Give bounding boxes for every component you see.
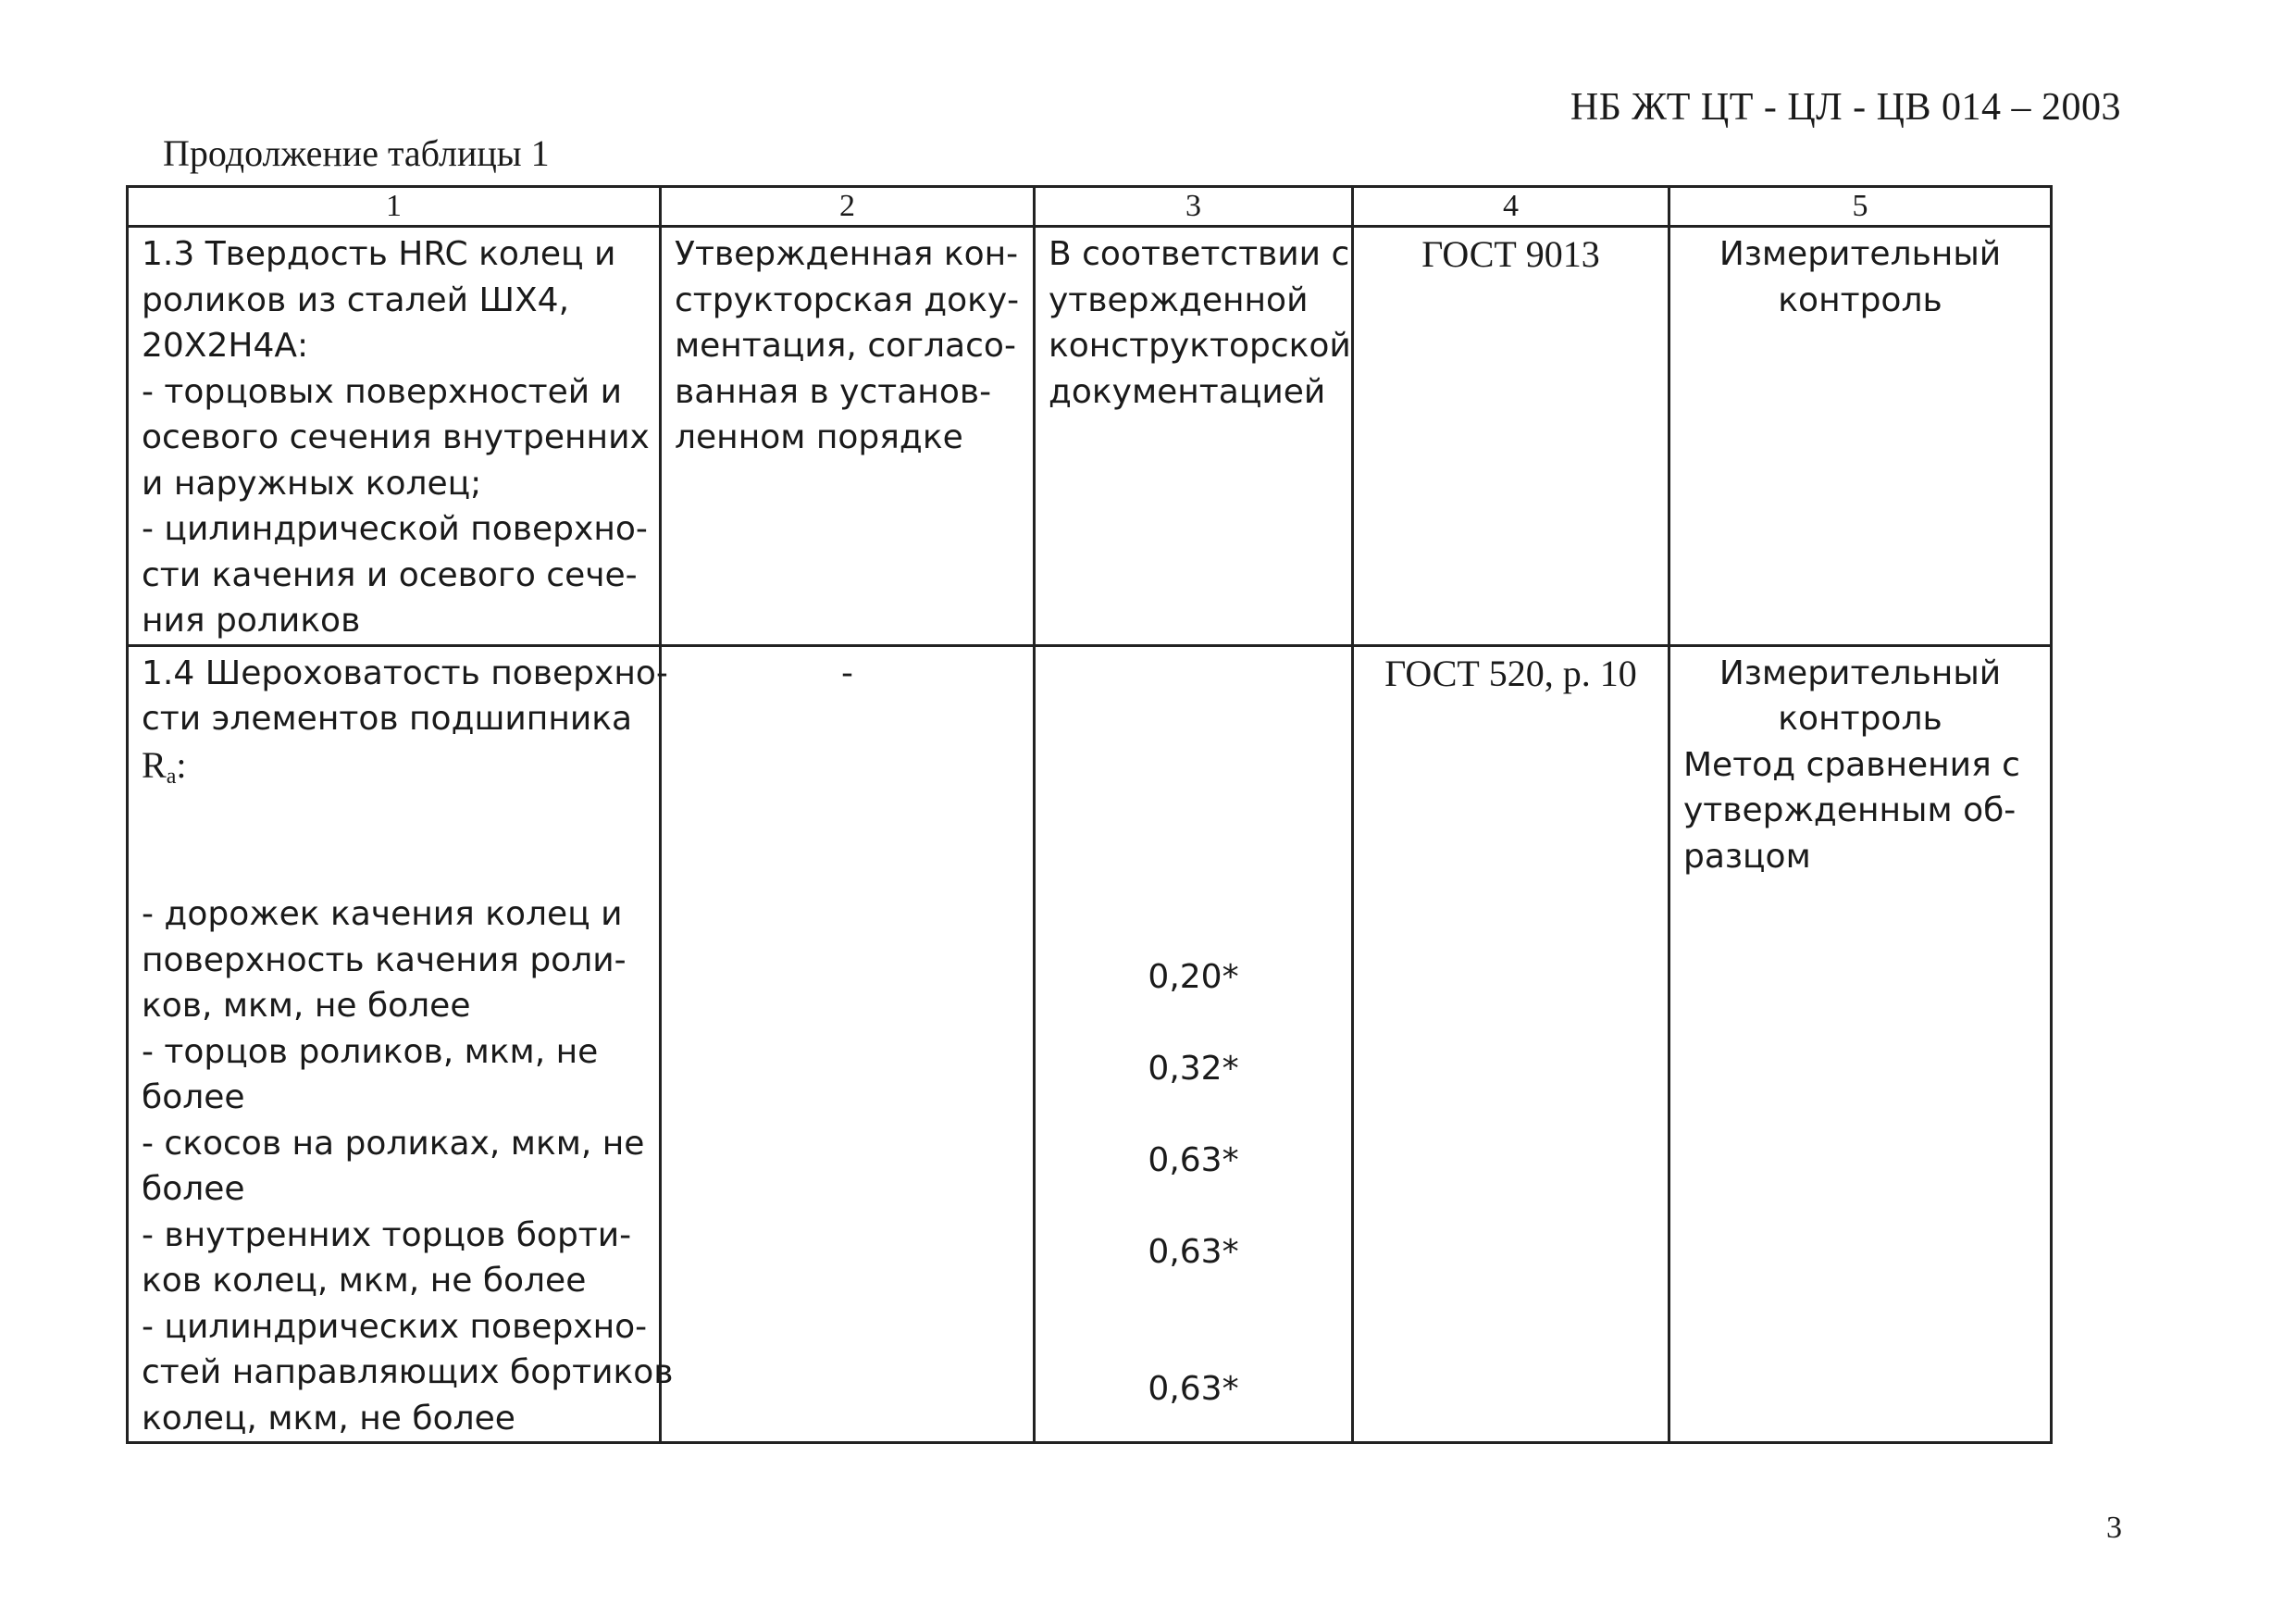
blank-line <box>142 800 646 846</box>
item-line: - дорожек качения колец и <box>142 895 623 933</box>
documentation-dash: - <box>841 653 853 692</box>
row-1-4-control-cell <box>1669 645 2052 1443</box>
row-1-3-parameter-cell <box>128 227 661 646</box>
requirements-table <box>126 185 2053 1444</box>
item-line: - цилиндрических поверхно- <box>142 1307 648 1346</box>
roughness-symbol-letter: R <box>142 743 167 786</box>
item-line: колец, мкм, не более <box>142 1399 515 1438</box>
column-number-row <box>128 187 2052 227</box>
row-1-4-value-cell <box>1035 645 1353 1443</box>
item-line: более <box>142 1078 245 1116</box>
row-1-3-control-cell <box>1669 227 2052 646</box>
parameter-line: 20Х2Н4А: <box>142 327 309 365</box>
table-row-1-3 <box>128 227 2052 646</box>
document-code: НБ ЖТ ЦТ - ЦЛ - ЦВ 014 – 2003 <box>1570 86 2121 129</box>
parameter-line: 1.4 Шероховатость поверхно- <box>142 653 668 692</box>
control-line: контроль <box>1778 700 1942 738</box>
documentation-line: Утвержденная кон- <box>675 235 1019 273</box>
item-line: стей направляющих бортиков <box>142 1353 674 1391</box>
roughness-value: 0,20* <box>1148 957 1239 996</box>
table-row-1-4 <box>128 645 2052 1443</box>
column-number-5: 5 <box>1669 187 2052 227</box>
item-line: поверхность качения роли- <box>142 940 627 979</box>
parameter-line: и наружных колец; <box>142 464 482 503</box>
documentation-line: ванная в установ- <box>675 372 992 411</box>
column-number-2: 2 <box>661 187 1035 227</box>
row-1-4-documentation-cell <box>661 645 1035 1443</box>
item-line: - скосов на роликах, мкм, не <box>142 1124 645 1163</box>
value-line: В соответствии с <box>1049 235 1350 273</box>
parameter-line: 1.3 Твердость HRC колец и <box>142 235 616 273</box>
column-number-3: 3 <box>1035 187 1353 227</box>
method-standard: ГОСТ 9013 <box>1421 233 1600 275</box>
parameter-line: осевого сечения внутренних <box>142 418 650 456</box>
item-line: ков, мкм, не более <box>142 987 471 1025</box>
roughness-value: 0,63* <box>1148 1369 1239 1408</box>
roughness-value: 0,63* <box>1148 1140 1239 1179</box>
control-line: Метод сравнения с <box>1683 745 2020 784</box>
control-line: контроль <box>1778 280 1942 319</box>
row-1-3-value-cell <box>1035 227 1353 646</box>
documentation-line: ленном порядке <box>675 418 963 456</box>
item-line: - внутренних торцов борти- <box>142 1215 632 1254</box>
control-line: разцом <box>1683 837 1811 876</box>
roughness-value: 0,32* <box>1148 1049 1239 1088</box>
value-line: документацией <box>1049 372 1326 411</box>
row-1-3-documentation-cell <box>661 227 1035 646</box>
item-line: более <box>142 1170 245 1208</box>
control-line: Измерительный <box>1719 653 2002 692</box>
roughness-symbol-colon: : <box>176 743 187 786</box>
item-line: ков колец, мкм, не более <box>142 1262 587 1300</box>
value-line: утвержденной <box>1049 280 1309 319</box>
column-number-4: 4 <box>1353 187 1669 227</box>
row-1-3-method-standard-cell <box>1353 227 1669 646</box>
blank-line <box>142 846 646 892</box>
parameter-line: сти элементов подшипника <box>142 700 633 738</box>
parameter-line: - торцовых поверхностей и <box>142 372 622 411</box>
documentation-line: структорская доку- <box>675 280 1020 319</box>
item-line: - торцов роликов, мкм, не <box>142 1032 599 1071</box>
control-line: утвержденным об- <box>1683 791 2017 829</box>
method-standard: ГОСТ 520, р. 10 <box>1384 652 1637 694</box>
parameter-line: ния роликов <box>142 602 361 640</box>
parameter-line: сти качения и осевого сече- <box>142 555 638 594</box>
page-number: 3 <box>2106 1511 2122 1545</box>
parameter-line: - цилиндрической поверхно- <box>142 510 648 548</box>
roughness-symbol <box>142 742 646 801</box>
row-1-4-method-standard-cell <box>1353 645 1669 1443</box>
value-line: конструкторской <box>1049 327 1351 365</box>
row-1-4-parameter-cell <box>128 645 674 1443</box>
roughness-symbol-subscript: a <box>166 764 177 789</box>
column-number-1: 1 <box>128 187 661 227</box>
documentation-line: ментация, согласо- <box>675 327 1016 365</box>
parameter-line: роликов из сталей ШХ4, <box>142 280 570 319</box>
control-line: Измерительный <box>1719 235 2002 273</box>
roughness-value: 0,63* <box>1148 1232 1239 1271</box>
table-continuation-caption: Продолжение таблицы 1 <box>163 132 550 174</box>
